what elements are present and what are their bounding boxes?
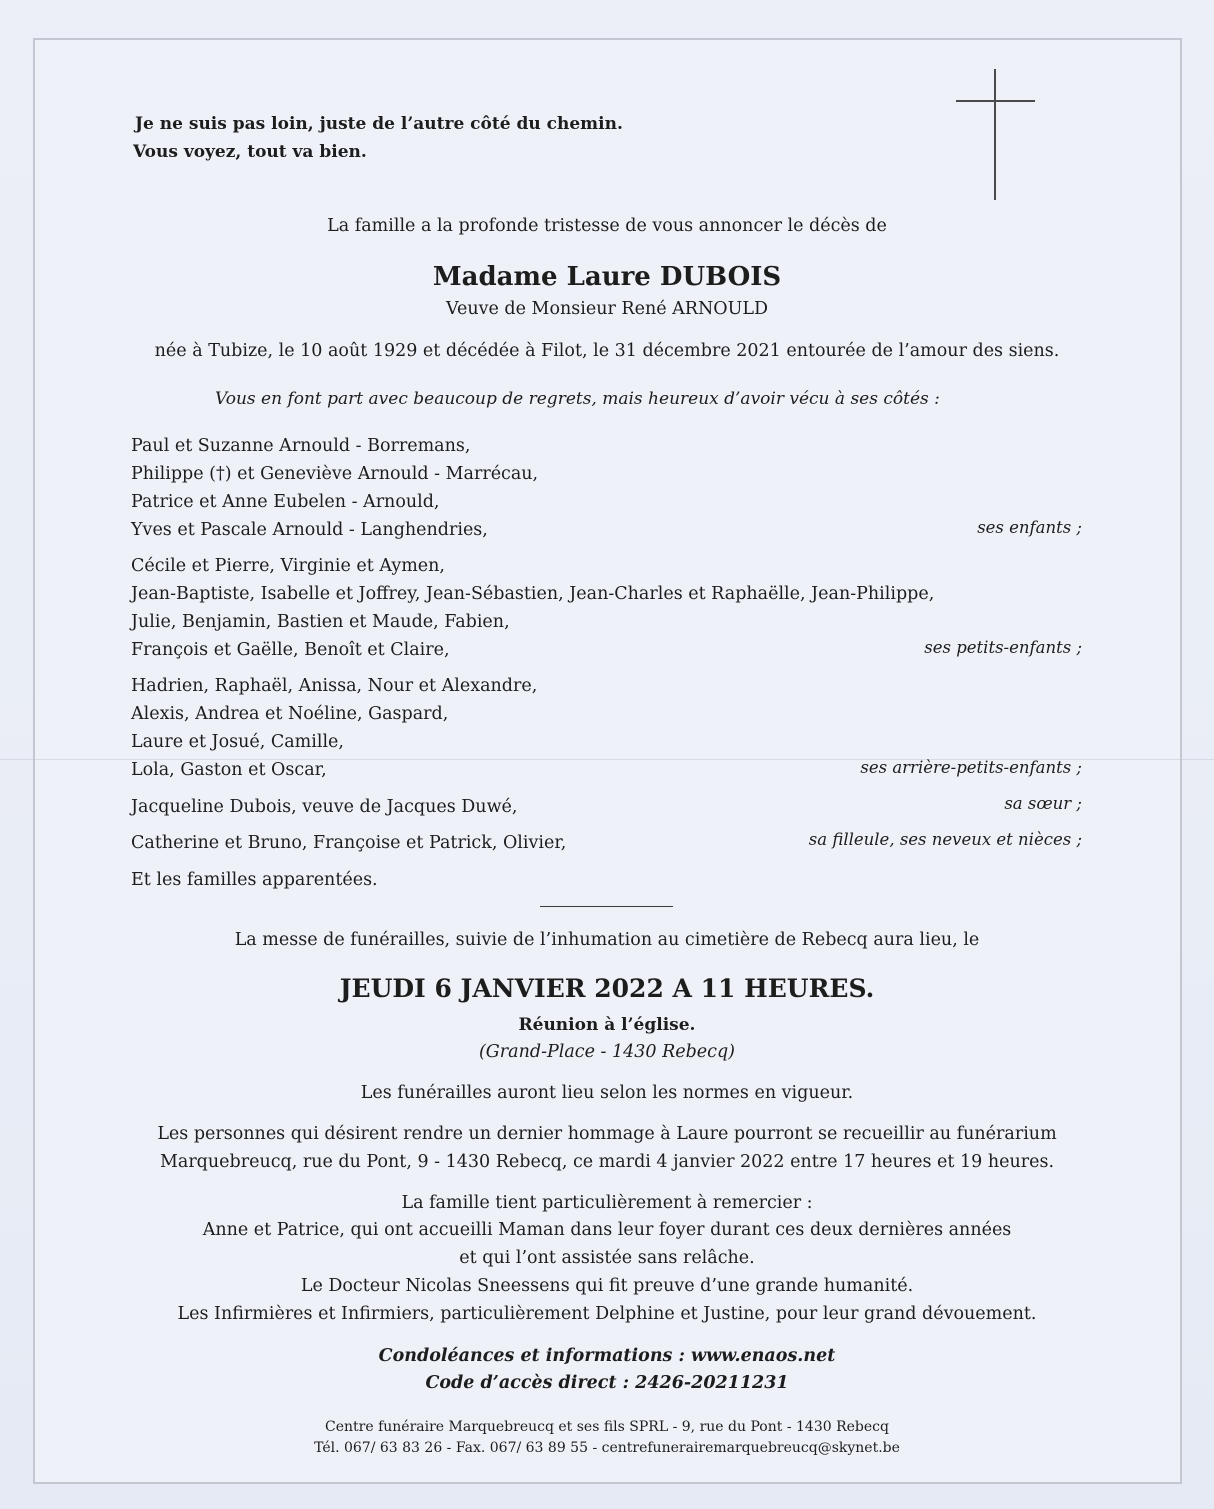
great-grandchildren-list: [131, 672, 537, 784]
list-item: Paul et Suzanne Arnould - Borremans,: [131, 436, 471, 456]
access-code-line: Code d’accès direct : 2426-20211231: [425, 1373, 789, 1393]
thanks-line-5: Les Infirmières et Infirmiers, particulièrement Delphine et Justine, pour leur grand dévouement.: [177, 1304, 1037, 1324]
list-item: Laure et Josué, Camille,: [131, 732, 344, 752]
relation-great-grandchildren: ses arrière-petits-enfants ;: [860, 758, 1082, 777]
relation-children: ses enfants ;: [977, 518, 1082, 537]
divider: [540, 906, 673, 907]
widow-line: Veuve de Monsieur René ARNOULD: [445, 299, 769, 319]
other-families: Et les familles apparentées.: [131, 870, 378, 890]
grandchildren-list: [131, 552, 934, 664]
sister-line: Jacqueline Dubois, veuve de Jacques Duwé,: [131, 797, 518, 817]
thanks-line-4: Le Docteur Nicolas Sneessens qui fit preuve d’une grande humanité.: [300, 1276, 914, 1296]
list-item: Yves et Pascale Arnould - Langhendries,: [131, 520, 488, 540]
list-item: François et Gaëlle, Benoît et Claire,: [131, 640, 450, 660]
children-list: [131, 432, 538, 544]
visit-line-2: Marquebreucq, rue du Pont, 9 - 1430 Rebecq, ce mardi 4 janvier 2022 entre 17 heures et 19 heures.: [159, 1152, 1055, 1172]
meeting-place: Réunion à l’église.: [518, 1015, 696, 1035]
list-item: Jean-Baptiste, Isabelle et Joffrey, Jean-Sébastien, Jean-Charles et Raphaëlle, Jean-Philippe,: [131, 584, 935, 604]
regrets-line: Vous en font part avec beaucoup de regrets, mais heureux d’avoir vécu à ses côtés :: [215, 389, 940, 409]
thanks-line-2: Anne et Patrice, qui ont accueilli Maman dans leur foyer durant ces deux dernières années: [202, 1220, 1012, 1240]
relation-grandchildren: ses petits-enfants ;: [924, 638, 1082, 657]
relation-sister: sa sœur ;: [1004, 794, 1082, 813]
list-item: Cécile et Pierre, Virginie et Aymen,: [131, 556, 445, 576]
footer-address: Centre funéraire Marquebreucq et ses fils SPRL - 9, rue du Pont - 1430 Rebecq: [325, 1419, 889, 1435]
poem-line-2: Vous voyez, tout va bien.: [133, 142, 367, 162]
relation-nephews: sa filleule, ses neveux et nièces ;: [808, 830, 1082, 849]
condolences-line: Condoléances et informations : www.enaos.net: [378, 1346, 836, 1366]
funeral-intro: La messe de funérailles, suivie de l’inhumation au cimetière de Rebecq aura lieu, le: [234, 930, 980, 950]
list-item: Patrice et Anne Eubelen - Arnould,: [131, 492, 440, 512]
nephews-line: Catherine et Bruno, Françoise et Patrick, Olivier,: [131, 833, 567, 853]
list-item: Philippe (†) et Geneviève Arnould - Marrécau,: [131, 464, 539, 484]
footer-contact: Tél. 067/ 63 83 26 - Fax. 067/ 63 89 55 - centrefunerairemarquebreucq@skynet.be: [314, 1440, 900, 1456]
visit-line-1: Les personnes qui désirent rendre un dernier hommage à Laure pourront se recueillir au funérarium: [157, 1124, 1057, 1144]
poem-line-1: Je ne suis pas loin, juste de l’autre côté du chemin.: [135, 114, 623, 134]
thanks-line-1: La famille tient particulièrement à remercier :: [401, 1193, 813, 1213]
norms-line: Les funérailles auront lieu selon les normes en vigueur.: [360, 1083, 854, 1103]
list-item: Julie, Benjamin, Bastien et Maude, Fabien,: [131, 612, 510, 632]
church-address: (Grand-Place - 1430 Rebecq): [478, 1042, 735, 1062]
list-item: Lola, Gaston et Oscar,: [131, 760, 327, 780]
funeral-date: JEUDI 6 JANVIER 2022 A 11 HEURES.: [339, 974, 875, 1003]
announcement-intro: La famille a la profonde tristesse de vous annoncer le décès de: [327, 216, 887, 236]
birth-death-line: née à Tubize, le 10 août 1929 et décédée à Filot, le 31 décembre 2021 entourée de l’amour des siens.: [154, 341, 1060, 361]
deceased-name: Madame Laure DUBOIS: [432, 262, 782, 292]
list-item: Hadrien, Raphaël, Anissa, Nour et Alexandre,: [131, 676, 538, 696]
thanks-line-3: et qui l’ont assistée sans relâche.: [459, 1248, 755, 1268]
list-item: Alexis, Andrea et Noéline, Gaspard,: [131, 704, 449, 724]
